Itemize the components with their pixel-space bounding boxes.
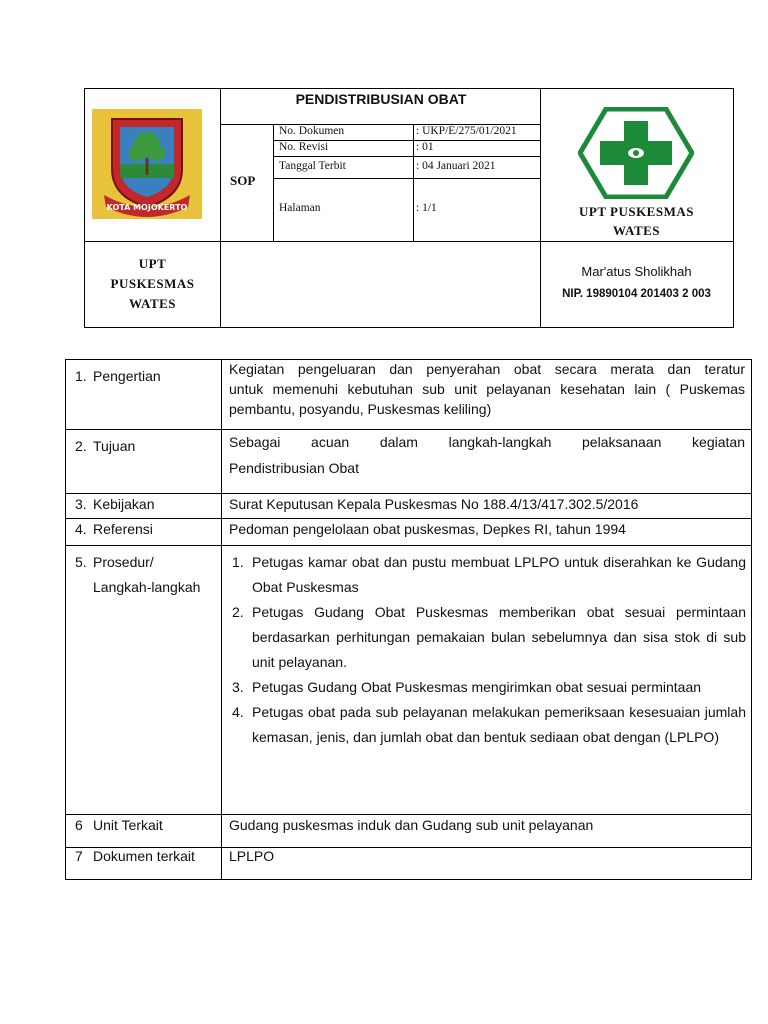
left-org-name: UPT PUSKESMAS WATES bbox=[110, 256, 195, 311]
meta-value: : 01 bbox=[416, 141, 434, 153]
row-content-tujuan: Sebagai acuan dalam langkah-langkah pelaksanaan kegiatan Pendistribusian Obat bbox=[229, 434, 745, 476]
row-content-dokumen-terkait: LPLPO bbox=[229, 848, 275, 864]
row-label-kebijakan: 3. Kebijakan bbox=[75, 496, 155, 512]
meta-value: : UKP/E/275/01/2021 bbox=[416, 125, 517, 137]
row-content-referensi: Pedoman pengelolaan obat puskesmas, Depkes RI, tahun 1994 bbox=[229, 521, 626, 537]
row-label-unit-terkait: 6 Unit Terkait bbox=[75, 817, 163, 833]
meta-label: Tanggal Terbit bbox=[279, 160, 346, 172]
health-cross-logo-icon bbox=[578, 107, 694, 199]
document-title: PENDISTRIBUSIAN OBAT bbox=[295, 91, 467, 107]
svg-text:KOTA MOJOKERTO: KOTA MOJOKERTO bbox=[106, 203, 188, 212]
procedure-step: 2. Petugas Gudang Obat Puskesmas memberikan obat sesuai permintaan berdasarkan perhitungan pemakaian bulan sebelumnya dan sisa stok di sub unit pelayanan. bbox=[232, 604, 746, 670]
signer-nip: NIP. 19890104 201403 2 003 bbox=[562, 288, 711, 300]
row-label-tujuan: 2. Tujuan bbox=[75, 438, 136, 454]
procedure-step: 3. Petugas Gudang Obat Puskesmas mengirimkan obat sesuai permintaan bbox=[232, 679, 702, 695]
meta-label: No. Revisi bbox=[279, 141, 329, 153]
row-label-referensi: 4. Referensi bbox=[75, 521, 153, 537]
sop-content-table bbox=[65, 359, 752, 880]
signer-name: Mar'atus Sholikhah bbox=[581, 264, 692, 279]
row-content-pengertian: Kegiatan pengeluaran dan penyerahan obat secara merata dan teratur untuk memenuhi kebutuhan sub unit pelayanan kesehatan lain ( Puskemas pembantu, posyandu, Puskesmas keliling) bbox=[229, 361, 745, 417]
sop-label: SOP bbox=[230, 173, 256, 188]
meta-label: Halaman bbox=[279, 202, 321, 214]
procedure-steps bbox=[232, 550, 746, 750]
sop-header-table bbox=[84, 88, 734, 328]
row-label-pengertian: 1. Pengertian bbox=[75, 368, 161, 384]
row-label-dokumen-terkait: 7 Dokumen terkait bbox=[75, 848, 195, 864]
meta-value: : 1/1 bbox=[416, 202, 437, 214]
right-org-name: UPT PUSKESMAS WATES bbox=[579, 204, 694, 238]
row-label-prosedur: 5. Prosedur/ Langkah-langkah bbox=[75, 554, 201, 595]
city-emblem-icon bbox=[92, 109, 202, 219]
meta-value: : 04 Januari 2021 bbox=[416, 160, 496, 172]
row-content-unit-terkait: Gudang puskesmas induk dan Gudang sub unit pelayanan bbox=[229, 817, 594, 833]
meta-label: No. Dokumen bbox=[279, 125, 345, 137]
row-content-kebijakan: Surat Keputusan Kepala Puskesmas No 188.4/13/417.302.5/2016 bbox=[229, 496, 639, 512]
procedure-step: 1. Petugas kamar obat dan pustu membuat LPLPO untuk diserahkan ke Gudang Obat Puskesmas bbox=[232, 554, 746, 595]
procedure-step: 4. Petugas obat pada sub pelayanan melakukan pemeriksaan kesesuaian jumlah kemasan, jenis, dan jumlah obat dan bentuk sediaan obat dengan (LPLPO) bbox=[232, 704, 746, 745]
